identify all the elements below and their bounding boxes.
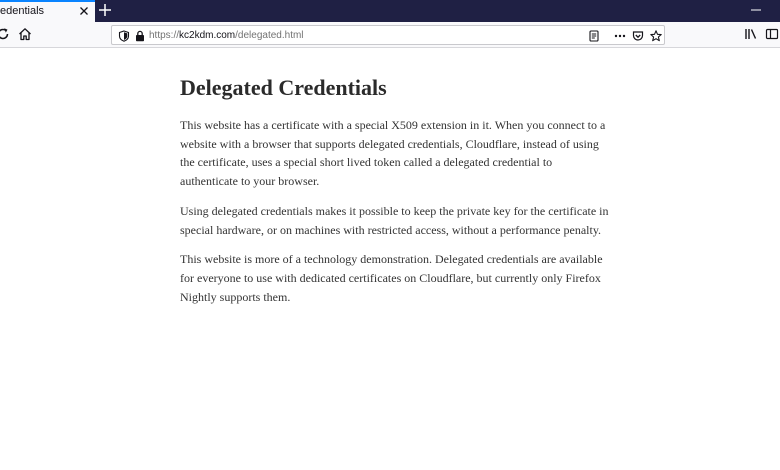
url-scheme: https:// <box>149 30 180 41</box>
tab-strip <box>0 0 780 22</box>
more-icon[interactable] <box>614 29 626 41</box>
paragraph-demo: This website is more of a technology demonstration. Delegated credentials are available for everyone to use with dedicated certificates on Cloudflare, but currently only Firefox Nightly supports them. <box>180 252 603 304</box>
lock-icon[interactable] <box>134 29 146 41</box>
plus-icon[interactable] <box>97 2 113 18</box>
url-path: /delegated.html <box>235 30 304 41</box>
active-tab[interactable] <box>0 0 95 22</box>
url-bar[interactable] <box>111 25 665 45</box>
nav-toolbar <box>0 22 780 48</box>
paragraph-benefits: Using delegated credentials makes it possible to keep the private key for the certificate in special hardware, or on machines with restricted access, without a performance penalty. <box>180 203 609 237</box>
reader-view-icon[interactable] <box>588 29 600 41</box>
minimize-icon[interactable] <box>750 3 762 15</box>
url-host: kc2kdm.com <box>179 30 236 41</box>
tab-title: edentials <box>0 5 45 17</box>
reload-icon[interactable] <box>0 27 10 41</box>
pocket-icon[interactable] <box>632 29 644 41</box>
url-text <box>149 29 304 42</box>
library-icon[interactable] <box>744 27 758 41</box>
paragraph-intro: This website has a certificate with a special X509 extension in it. When you connect to a website with a browser that supports delegated credentials, Cloudflare, instead of using the certificate, uses a special short lived token called a delegated credential to authenticate to your browser. <box>180 118 606 189</box>
close-icon[interactable] <box>78 4 90 18</box>
page-title: Delegated Credentials <box>180 75 387 100</box>
shield-icon[interactable] <box>118 29 130 41</box>
page-content <box>180 70 610 317</box>
home-icon[interactable] <box>18 27 32 41</box>
sidebar-icon[interactable] <box>765 27 779 41</box>
bookmark-star-icon[interactable] <box>650 29 662 41</box>
